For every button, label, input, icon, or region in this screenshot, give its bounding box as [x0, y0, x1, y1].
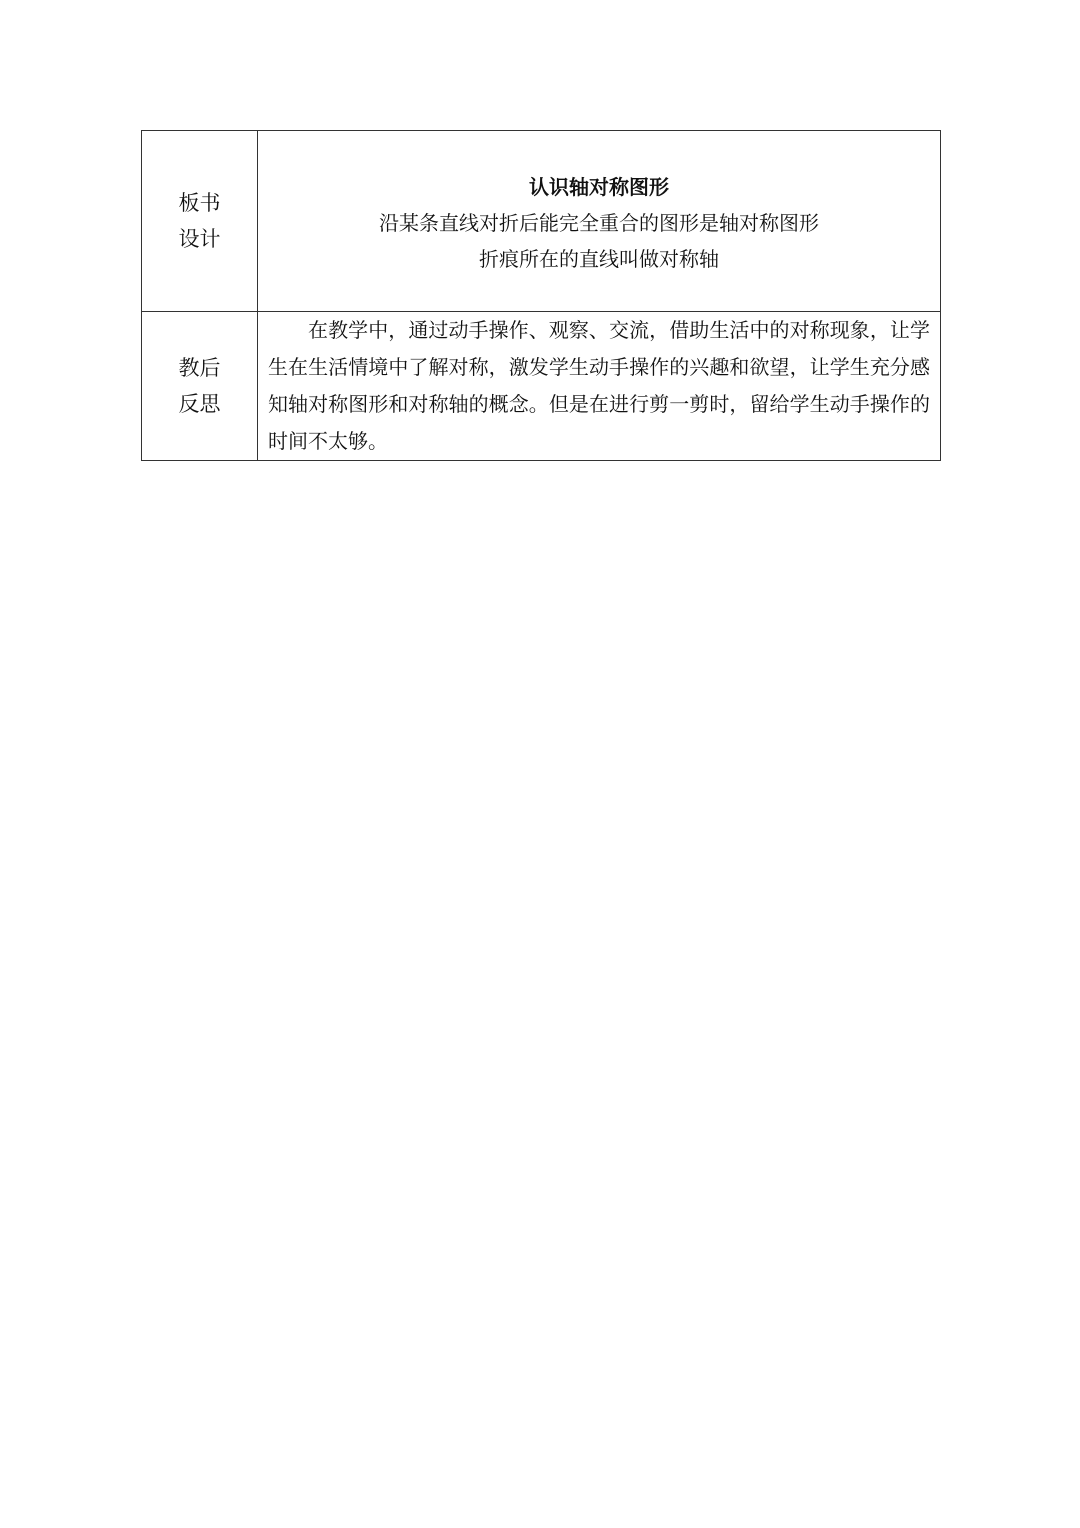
label-cell-reflection [142, 312, 258, 461]
label-line: 反思 [178, 392, 221, 416]
label-cell-board-design [142, 131, 258, 312]
reflection-paragraph: 在教学中，通过动手操作、观察、交流，借助生活中的对称现象，让学生在生活情境中了解对称，激发学生动手操作的兴趣和欲望，让学生充分感知轴对称图形和对称轴的概念。但是在进行剪一剪时，留给学生动手操作的时间不太够。 [268, 318, 930, 453]
lesson-table [141, 130, 941, 461]
board-design-content [258, 131, 941, 312]
table-row-board-design [142, 131, 941, 312]
board-title: 认识轴对称图形 [529, 175, 669, 199]
table-row-reflection [142, 312, 941, 461]
reflection-content [258, 312, 941, 461]
label-line: 教后 [178, 356, 221, 380]
label-line: 板书 [178, 191, 221, 215]
board-line: 折痕所在的直线叫做对称轴 [479, 247, 719, 271]
label-line: 设计 [178, 227, 221, 251]
board-line: 沿某条直线对折后能完全重合的图形是轴对称图形 [379, 211, 819, 235]
